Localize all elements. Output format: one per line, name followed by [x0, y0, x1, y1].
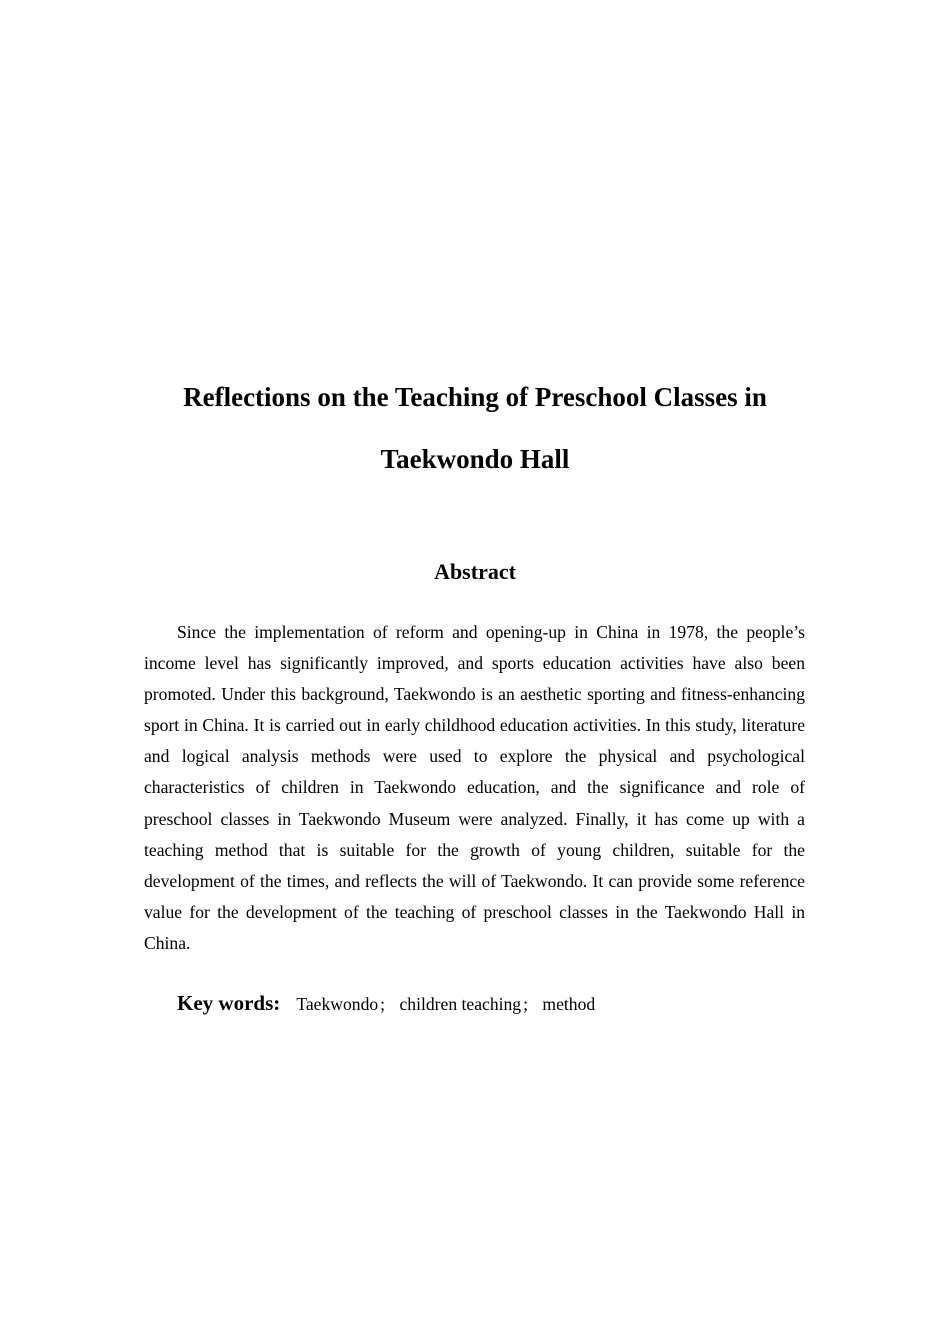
paper-title-line-1: Reflections on the Teaching of Preschool Classes in — [183, 382, 767, 412]
keyword-separator: ; — [380, 994, 386, 1014]
keyword-item: children teaching — [399, 994, 522, 1014]
keyword-item: method — [542, 994, 596, 1014]
keywords-line — [177, 987, 817, 1020]
keywords-label: Key words: — [177, 991, 281, 1015]
abstract-body: Since the implementation of reform and opening-up in China in 1978, the people’s income level has significantly improved, and sports education activities have also been promoted. Under this background, Taekwondo is an aesthetic sporting and fitness-enhancing sport in China. It is carried out in early childhood education activities. In this study, literature and logical analysis methods were used to explore the physical and psychological characteristics of children in Taekwondo education, and the significance and role of preschool classes in Taekwondo Museum were analyzed. Finally, it has come up with a teaching method that is suitable for the growth of young children, suitable for the development of the times, and reflects the will of Taekwondo. It can provide some reference value for the development of the teaching of preschool classes in the Taekwondo Hall in China. — [144, 622, 805, 953]
paper-title-line-2: Taekwondo Hall — [380, 444, 570, 474]
abstract-heading: Abstract — [434, 559, 516, 584]
keyword-item: Taekwondo — [296, 994, 379, 1014]
keyword-separator: ; — [523, 994, 528, 1014]
paper-title — [100, 366, 850, 490]
